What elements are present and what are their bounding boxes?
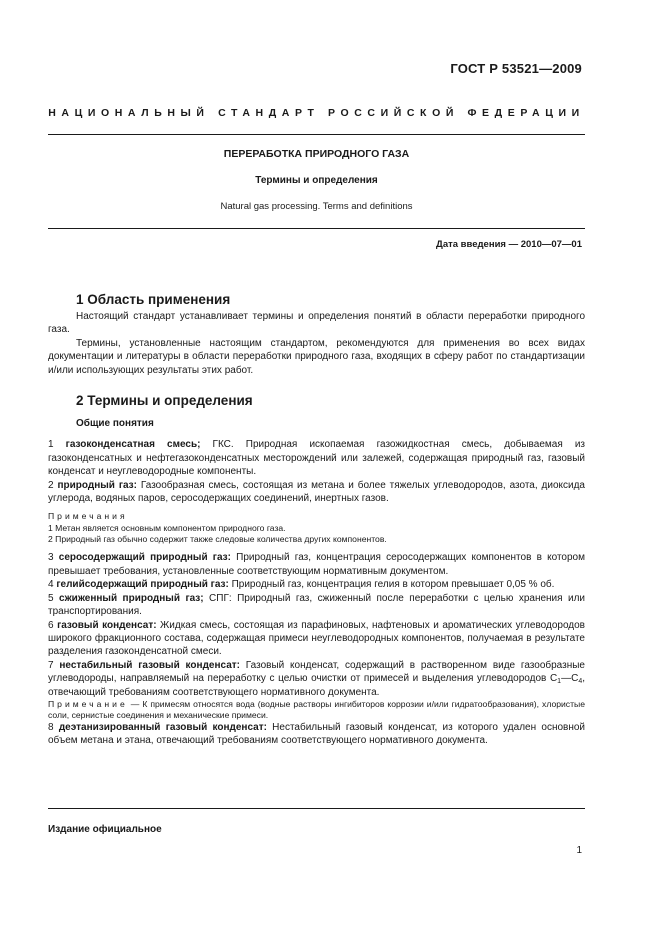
note-item: 2 Природный газ обычно содержит также следовые количества других компонентов.: [48, 534, 387, 545]
term-entry: 2 природный газ: Газообразная смесь, состоящая из метана и более тяжелых углеводородов, азота, диоксида углерода, водяных паров, серосодержащих соединений, инертных газов.: [48, 479, 585, 505]
edition-label: Издание официальное: [48, 824, 162, 835]
section-1-heading: 1 Область применения: [76, 292, 231, 307]
term-entry: 5 сжиженный природный газ; СПГ: Природный газ, сжиженный после переработки с целью хранения или транспортирования.: [48, 592, 586, 618]
document-subtitle: Термины и определения: [255, 175, 378, 186]
document-number: ГОСТ Р 53521—2009: [450, 61, 582, 76]
term-entry: 6 газовый конденсат: Жидкая смесь, состоящая из парафиновых, нафтеновых и ароматических углеводородов широкого фракционного состава, содержащая примеси неуглеводородных компонентов, получаемая в результате разделения газоконденсатной смеси.: [48, 619, 585, 658]
notes-block: [48, 511, 585, 545]
section-1-paragraph: Настоящий стандарт устанавливает термины и определения понятий в области переработки природного газа.: [48, 311, 585, 336]
introduction-date: Дата введения — 2010—07—01: [436, 239, 582, 250]
section-2-heading: 2 Термины и определения: [76, 393, 253, 409]
term-entry: 3 серосодержащий природный газ: Природный газ, концентрация серосодержащих компонентов в котором превышает требования, установленные соответствующим нормативным документом.: [48, 552, 585, 577]
notes-title: Примечания: [48, 511, 128, 522]
note-item: 1 Метан является основным компонентом природного газа.: [48, 523, 286, 534]
term-entry: 4 гелийсодержащий природный газ: Природный газ, концентрация гелия в котором превышает 0,05 % об.: [48, 579, 555, 591]
title-rule: [48, 228, 585, 229]
subsection-heading: Общие понятия: [76, 418, 154, 430]
section-1-paragraph: Термины, установленные настоящим стандартом, рекомендуются для применения во всех видах документации и литературы в области переработки природного газа, входящих в сферу работ по стандартизации и/или использующих результаты этих работ.: [48, 337, 585, 376]
term-entry: 1 газоконденсатная смесь; ГКС. Природная ископаемая газожидкостная смесь, добываемая из газоконденсатных и нефтегазоконденсатных месторождений или залежей, содержащая природный газ, газовый конденсат и неуглеводородные компоненты.: [48, 439, 586, 478]
note-inline: Примечание — К примесям относятся вода (водные растворы ингибиторов коррозии и/или гидратообразования), хлористые соли, сернистые соединения и механические примеси.: [48, 698, 585, 720]
header-rule: [48, 134, 585, 135]
term-entry: 8 деэтанизированный газовый конденсат: Нестабильный газовый конденсат, из которого удален основной объем метана и этана, отвечающий требованиям соответствующего нормативного документа.: [48, 721, 586, 747]
national-standard-banner: НАЦИОНАЛЬНЫЙ СТАНДАРТ РОССИЙСКОЙ ФЕДЕРАЦИИ: [48, 107, 585, 119]
footer-rule: [48, 808, 585, 809]
term-entry: 7 нестабильный газовый конденсат: Газовый конденсат, содержащий в растворенном виде газообразные углеводороды, направляемый на переработку с целью очистки от примесей и выделения углеводородов $C_1—C_4$, отвечающий требованиям соответствующего нормативного документа.: [48, 659, 585, 698]
page-number: 1: [576, 845, 582, 856]
document-body: [48, 290, 585, 748]
document-title-en: Natural gas processing. Terms and definitions: [220, 201, 413, 212]
document-title: ПЕРЕРАБОТКА ПРИРОДНОГО ГАЗА: [223, 148, 410, 160]
